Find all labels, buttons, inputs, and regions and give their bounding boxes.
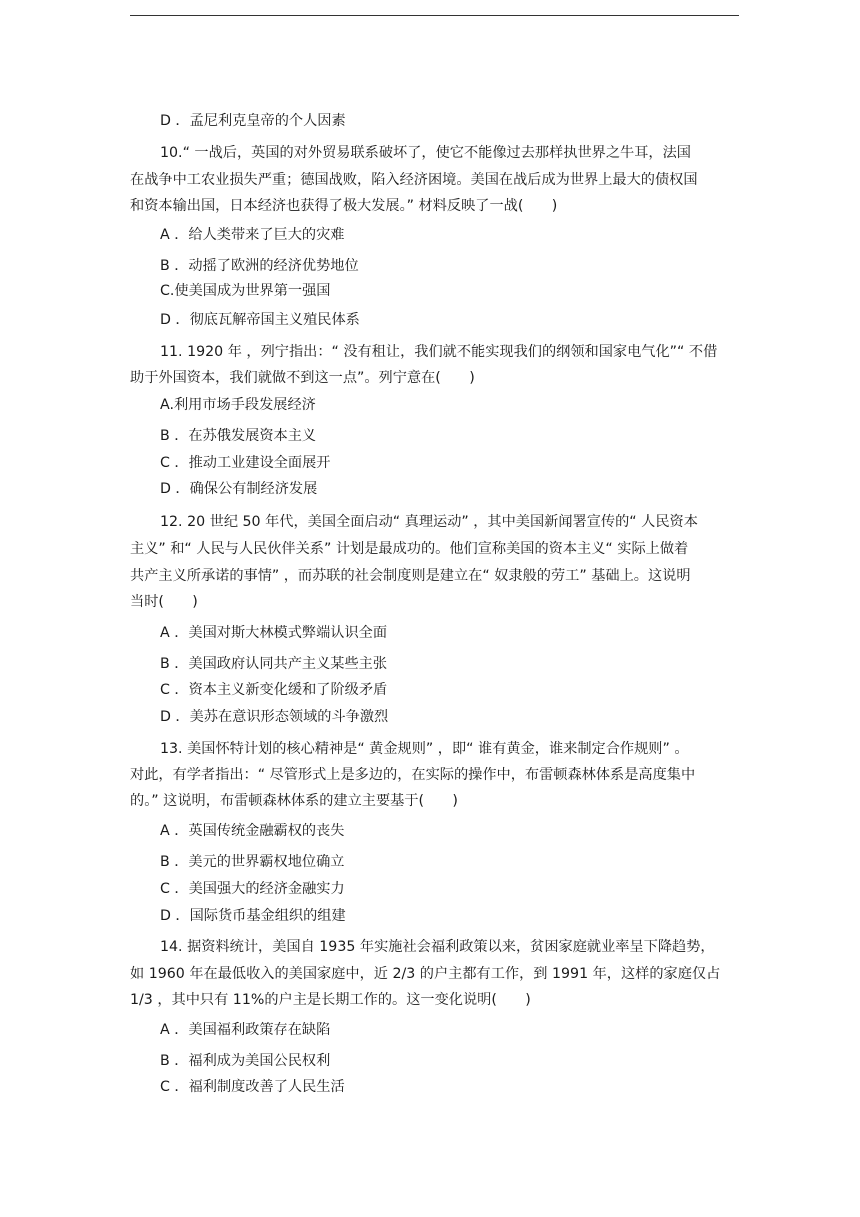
option-b: B ．福利成为美国公民权利 (160, 1053, 331, 1069)
option-a: A ．英国传统金融霸权的丧失 (160, 823, 345, 839)
question-stem-line: 10.“ 一战后，英国的对外贸易联系破坏了，使它不能像过去那样执世界之牛耳，法国 (160, 145, 691, 161)
question-stem-line: 12. 20 世纪 50 年代，美国全面启动“ 真理运动” ，其中美国新闻署宣传的“ 人民资本 (160, 514, 698, 530)
option-d: D ．国际货币基金组织的组建 (160, 908, 346, 924)
question-stem-line: 13. 美国怀特计划的核心精神是“ 黄金规则” ，即“ 谁有黄金，谁来制定合作规则” 。 (160, 741, 689, 757)
option-b: B ．动摇了欧洲的经济优势地位 (160, 258, 359, 274)
question-stem-line: 主义” 和“ 人民与人民伙伴关系” 计划是最成功的。他们宣称美国的资本主义“ 实际上做着 (130, 541, 689, 557)
option-c: C ．美国强大的经济金融实力 (160, 881, 345, 897)
question-stem-line: 对此，有学者指出：“ 尽管形式上是多边的，在实际的操作中，布雷顿森林体系是高度集中 (130, 767, 696, 783)
question-stem-line: 和资本输出国，日本经济也获得了极大发展。” 材料反映了一战( ) (130, 198, 558, 214)
option-a: A.利用市场手段发展经济 (160, 397, 316, 413)
question-stem-line: 助于外国资本，我们就做不到这一点”。列宁意在( ) (130, 370, 475, 386)
option-a: A ．给人类带来了巨大的灾难 (160, 227, 345, 243)
question-stem-line: 当时( ) (130, 594, 198, 610)
option-b: B ．美国政府认同共产主义某些主张 (160, 656, 388, 672)
option-c: C ．福利制度改善了人民生活 (160, 1079, 345, 1095)
question-stem-line: 14. 据资料统计，美国自 1935 年实施社会福利政策以来，贫困家庭就业率呈下降趋势， (160, 939, 715, 955)
option-d-prev: D ．孟尼利克皇帝的个人因素 (160, 113, 346, 129)
question-stem-line: 11. 1920 年 ，列宁指出：“ 没有租让，我们就不能实现我们的纲领和国家电气化”“ 不借 (160, 344, 718, 360)
option-d: D ．确保公有制经济发展 (160, 481, 318, 497)
option-a: A ．美国对斯大林模式弊端认识全面 (160, 625, 388, 641)
option-a: A ．美国福利政策存在缺陷 (160, 1022, 331, 1038)
question-stem-line: 在战争中工农业损失严重；德国战败，陷入经济困境。美国在战后成为世界上最大的债权国 (130, 172, 698, 188)
option-c: C.使美国成为世界第一强国 (160, 283, 331, 299)
question-stem-line: 1/3 ，其中只有 11%的户主是长期工作的。这一变化说明( ) (130, 992, 531, 1008)
option-c: C ．资本主义新变化缓和了阶级矛盾 (160, 682, 388, 698)
option-b: B ．美元的世界霸权地位确立 (160, 854, 345, 870)
question-stem-line: 的。” 这说明，布雷顿森林体系的建立主要基于( ) (130, 793, 458, 809)
option-c: C ．推动工业建设全面展开 (160, 455, 331, 471)
option-b: B ．在苏俄发展资本主义 (160, 428, 317, 444)
option-d: D ．美苏在意识形态领域的斗争激烈 (160, 709, 389, 725)
question-stem-line: 共产主义所承诺的事情” ，而苏联的社会制度则是建立在“ 奴隶般的劳工” 基础上。这说明 (130, 568, 691, 584)
option-d: D ．彻底瓦解帝国主义殖民体系 (160, 312, 360, 328)
question-stem-line: 如 1960 年在最低收入的美国家庭中，近 2/3 的户主都有工作，到 1991 年，这样的家庭仅占 (130, 966, 721, 982)
